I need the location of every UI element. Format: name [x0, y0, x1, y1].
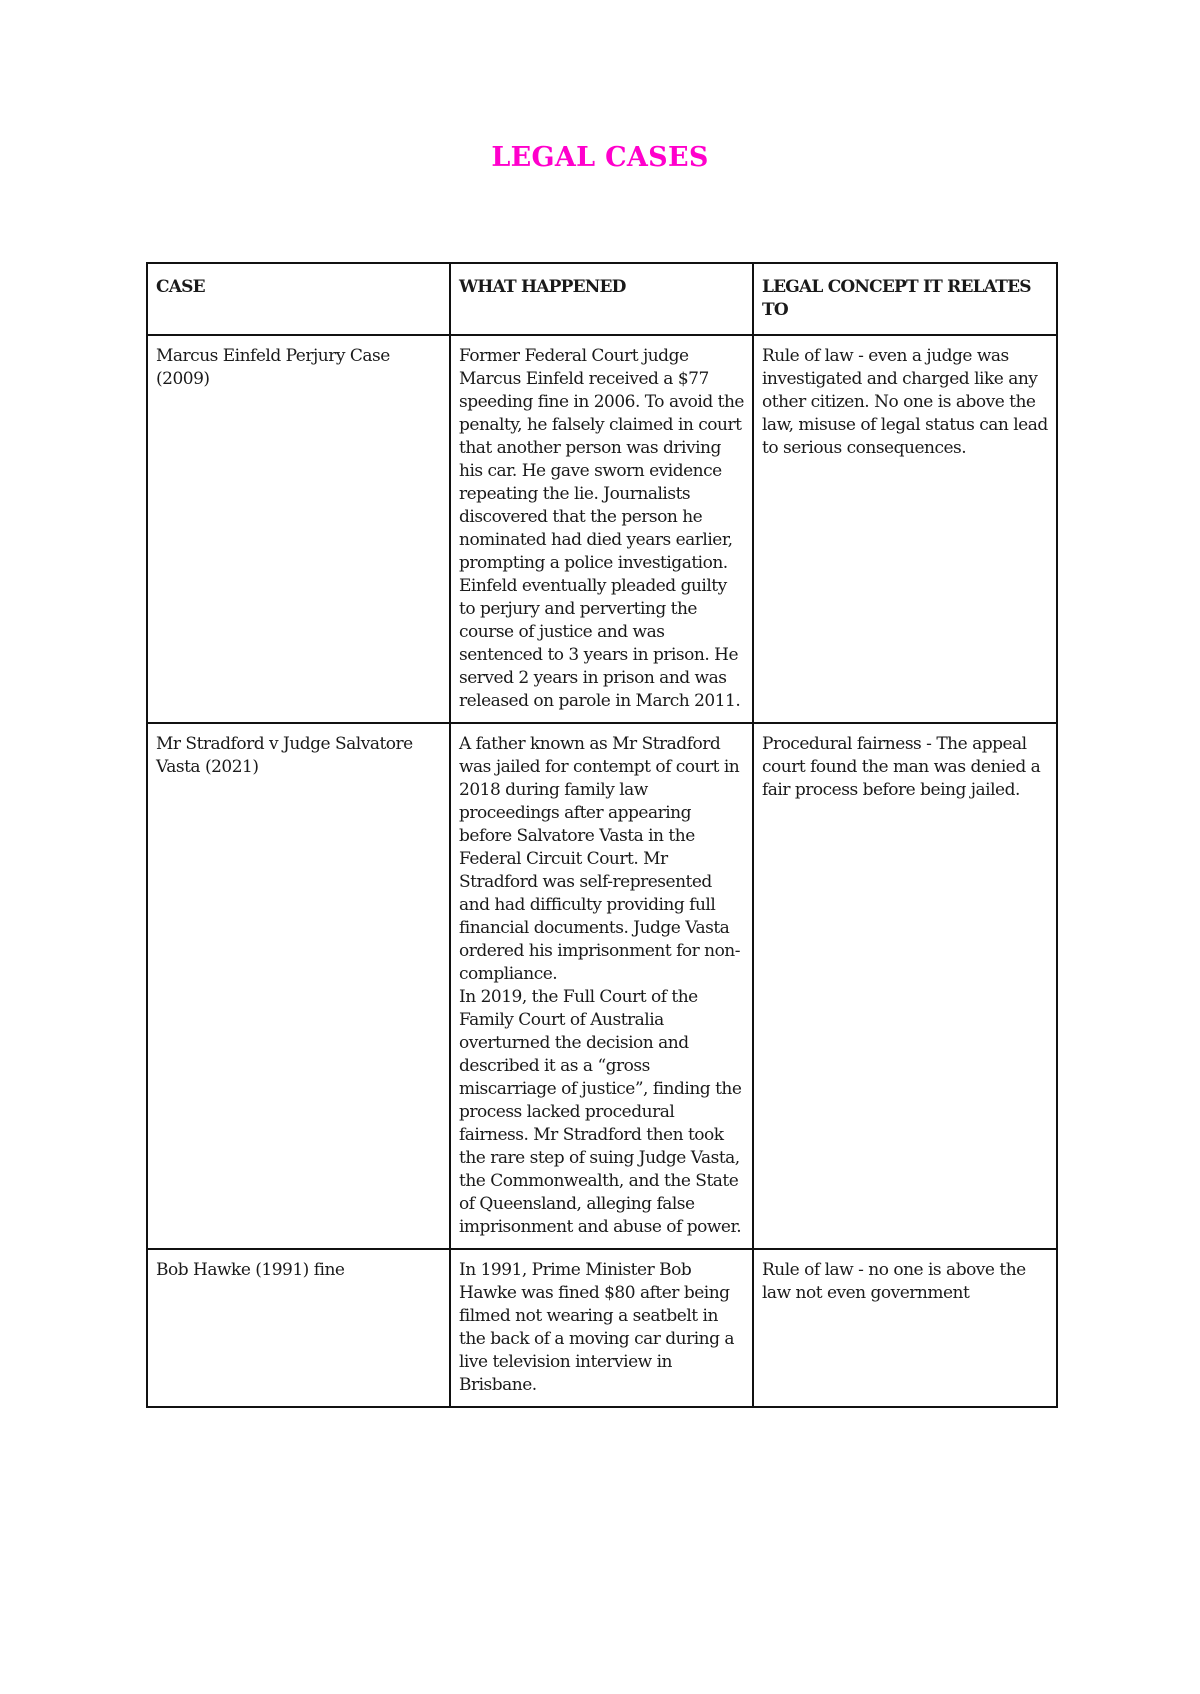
table-header-row: [147, 263, 1057, 335]
header-what-happened: WHAT HAPPENED: [450, 263, 753, 335]
header-legal-concept: LEGAL CONCEPT IT RELATES TO: [753, 263, 1057, 335]
what-happened-text: In 2019, the Full Court of the Family Court of Australia overturned the decision and described it as a “gross miscarriage of justice”, finding the process lacked procedural fairness. Mr Stradford then took the rare step of suing Judge Vasta, the Commonwealth, and the State of Queensland, alleging false imprisonment and abuse of power.: [459, 987, 742, 1237]
what-happened-text: A father known as Mr Stradford was jailed for contempt of court in 2018 during family law proceedings after appearing before Salvatore Vasta in the Federal Circuit Court. Mr Stradford was self-represented and had difficulty providing full financial documents. Judge Vasta ordered his imprisonment for non-compliance.: [459, 734, 740, 984]
what-happened-cell: [450, 335, 753, 723]
what-happened-cell: [450, 1249, 753, 1407]
table-row: [147, 723, 1057, 1249]
case-name-cell: Mr Stradford v Judge Salvatore Vasta (2021): [147, 723, 450, 1249]
what-happened-text: Former Federal Court judge Marcus Einfeld received a $77 speeding fine in 2006. To avoid the penalty, he falsely claimed in court that another person was driving his car. He gave sworn evidence repeating the lie. Journalists discovered that the person he nominated had died years earlier, prompting a police investigation. Einfeld eventually pleaded guilty to perjury and perverting the course of justice and was sentenced to 3 years in prison. He served 2 years in prison and was released on parole in March 2011.: [459, 346, 744, 711]
legal-cases-table: [146, 262, 1058, 1408]
legal-concept-cell: Procedural fairness - The appeal court found the man was denied a fair process before being jailed.: [753, 723, 1057, 1249]
case-name-cell: Marcus Einfeld Perjury Case (2009): [147, 335, 450, 723]
legal-concept-cell: Rule of law - no one is above the law not even government: [753, 1249, 1057, 1407]
table-row: [147, 1249, 1057, 1407]
legal-concept-cell: Rule of law - even a judge was investigated and charged like any other citizen. No one is above the law, misuse of legal status can lead to serious consequences.: [753, 335, 1057, 723]
table-row: [147, 335, 1057, 723]
header-case: CASE: [147, 263, 450, 335]
what-happened-text: In 1991, Prime Minister Bob Hawke was fined $80 after being filmed not wearing a seatbelt in the back of a moving car during a live television interview in Brisbane.: [459, 1260, 735, 1395]
what-happened-cell: [450, 723, 753, 1249]
case-name-cell: Bob Hawke (1991) fine: [147, 1249, 450, 1407]
page-title: LEGAL CASES: [491, 142, 709, 173]
